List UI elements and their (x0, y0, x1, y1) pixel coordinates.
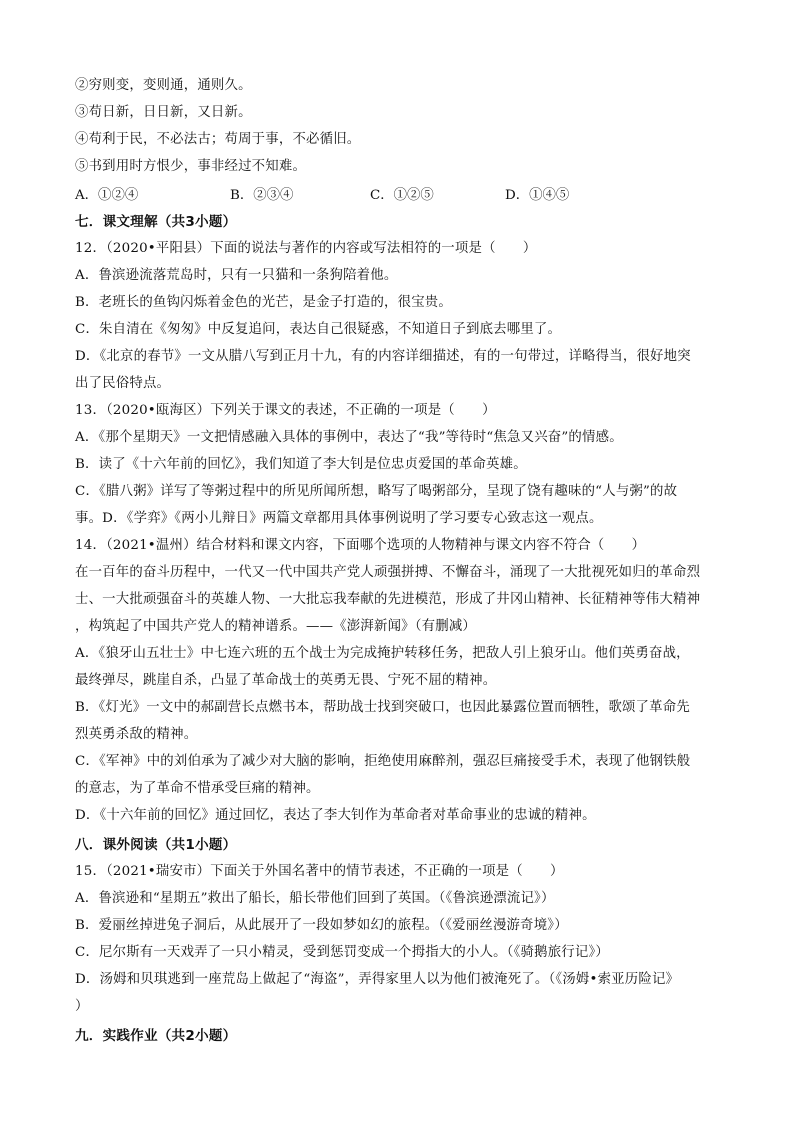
q14-option-c-line2: 的意志，为了革命不惜承受巨痛的精神。 (75, 781, 320, 796)
q15-option-b: B．爱丽丝掉进兔子洞后，从此展开了一段如梦如幻的旅程。（《爱丽丝漫游奇境》） (75, 918, 568, 933)
q14-option-b-line2: 烈英勇杀敌的精神。 (75, 727, 198, 742)
q14-material-line1: 在一百年的奋斗历程中，一代又一代中国共产党人顽强拼搏、不懈奋斗，涌现了一大批视死如归的革命烈 (75, 565, 701, 580)
q14-option-a-line2: 最终弹尽，跳崖自杀，凸显了革命战士的英勇无畏、宁死不屈的精神。 (75, 673, 497, 688)
q12-stem: 12．（2020•平阳县）下面的说法与著作的内容或写法相符的一项是（ ） (75, 241, 537, 256)
q13-option-b: B．读了《十六年前的回忆》，我们知道了李大钊是位忠贞爱国的革命英雄。 (75, 457, 527, 472)
q11-options (75, 187, 725, 205)
q12-option-a: A．鲁滨逊流落荒岛时，只有一只猫和一条狗陪着他。 (75, 268, 398, 283)
q13-stem: 13．（2020•瓯海区）下列关于课文的表述，不正确的一项是（ ） (75, 403, 496, 418)
q11-option-c: C．①②⑤ (370, 188, 434, 203)
section-9-heading: 九．实践作业（共2小题） (75, 1028, 237, 1044)
q13-option-c-line1: C．《腊八粥》详写了等粥过程中的所见所闻所想，略写了喝粥部分，呈现了饶有趣味的“人与粥”的故 (75, 484, 678, 499)
q11-item-5: ⑤书到用时方恨少，事非经过不知难。 (75, 159, 307, 174)
q15-option-d-line1: D．汤姆和贝琪逃到一座荒岛上做起了“海盗”，弄得家里人以为他们被淹死了。（《汤姆•索亚历险记》 (75, 972, 680, 987)
q15-option-d-line2: ） (75, 999, 89, 1014)
q12-option-c: C．朱自清在《匆匆》中反复追问，表达自己很疑惑，不知道日子到底去哪里了。 (75, 322, 562, 337)
q11-item-4: ④苟利于民，不必法古；苟周于事，不必循旧。 (75, 132, 361, 147)
q14-option-b-line1: B．《灯光》一文中的郝副营长点燃书本，帮助战士找到突破口，也因此暴露位置而牺牲，歌颂了革命先 (75, 700, 690, 715)
q15-option-c: C．尼尔斯有一天戏弄了一只小精灵，受到惩罚变成一个拇指大的小人。（《骑鹅旅行记》） (75, 945, 609, 960)
q12-option-d-line2: 出了民俗特点。 (75, 376, 171, 391)
q14-option-d: D．《十六年前的回忆》通过回忆，表达了李大钊作为革命者对革命事业的忠诚的精神。 (75, 808, 596, 823)
q13-option-a: A．《那个星期天》一文把情感融入具体的事例中，表达了“我”等待时“焦急又兴奋”的情感。 (75, 430, 623, 445)
q11-item-3: ③苟日新，日日新，又日新。 (75, 105, 252, 120)
q11-item-2: ②穷则变，变则通，通则久。 (75, 78, 252, 93)
q15-option-a: A．鲁滨逊和“星期五”救出了船长，船长带他们回到了英国。（《鲁滨逊漂流记》） (75, 891, 555, 906)
section-7-heading: 七．课文理解（共3小题） (75, 214, 237, 230)
q14-option-a-line1: A．《狼牙山五壮士》中七连六班的五个战士为完成掩护转移任务，把敌人引上狼牙山。他们英勇奋战， (75, 646, 690, 661)
q12-option-b: B．老班长的鱼钩闪烁着金色的光芒，是金子打造的，很宝贵。 (75, 295, 452, 310)
q12-option-d-line1: D．《北京的春节》一文从腊八写到正月十九，有的内容详细描述，有的一句带过，详略得当，很好地突 (75, 349, 691, 364)
q14-option-c-line1: C．《军神》中的刘伯承为了减少对大脑的影响，拒绝使用麻醉剂，强忍巨痛接受手术，表现了他钢铁般 (75, 754, 691, 769)
q11-option-d: D．①④⑤ (505, 188, 570, 203)
q14-material-line3: ，构筑起了中国共产党人的精神谱系。——《澎湃新闻》（有删减） (75, 619, 477, 634)
q11-option-b: B．②③④ (230, 188, 294, 203)
q11-option-a: A．①②④ (75, 188, 139, 203)
q14-stem: 14．（2021•温州）结合材料和课文内容，下面哪个选项的人物精神与课文内容不符合（ ） (75, 538, 646, 553)
section-8-heading: 八．课外阅读（共1小题） (75, 837, 237, 853)
q14-material-line2: 士、一大批顽强奋斗的英雄人物、一大批忘我奉献的先进模范，形成了井冈山精神、长征精神等伟大精神 (75, 592, 701, 607)
q15-stem: 15．（2021•瑞安市）下面关于外国名著中的情节表述，不正确的一项是（ ） (75, 864, 564, 879)
q13-option-c-line2: 事。D．《学弈》《两小儿辩日》两篇文章都用具体事例说明了学习要专心致志这一观点。 (75, 511, 603, 526)
